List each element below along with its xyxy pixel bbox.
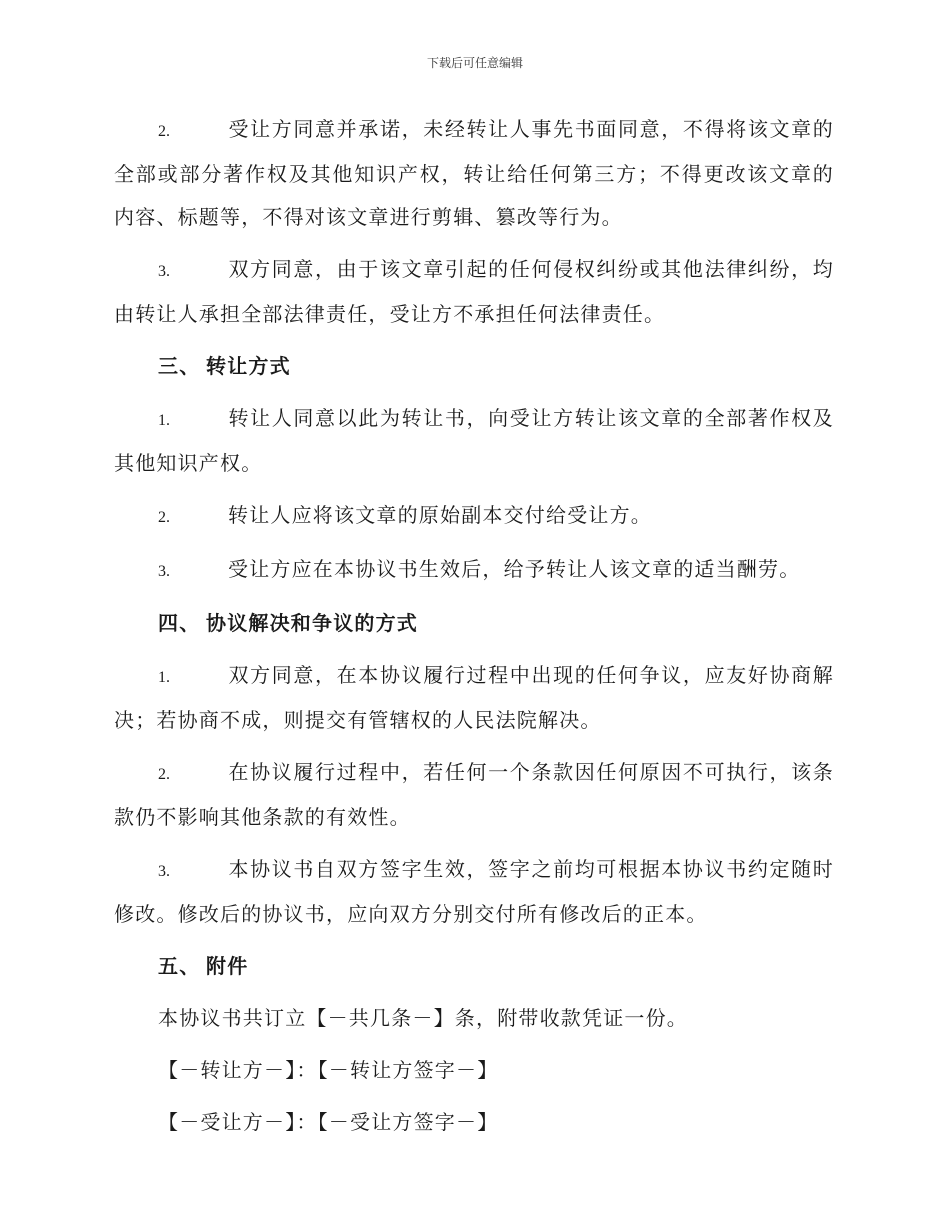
attachment-text: 本协议书共订立【－共几条－】条，附带收款凭证一份。	[158, 1006, 688, 1030]
clause-text: 转让人同意以此为转让书，向受让方转让该文章的全部著作权及其他知识产权。	[114, 406, 834, 475]
section-4-heading	[158, 602, 834, 645]
section-title: 附件	[206, 954, 249, 978]
clause-4-2	[114, 751, 834, 839]
section-number: 五、	[158, 954, 201, 978]
section-title: 转让方式	[206, 354, 291, 378]
clause-number: 2.	[158, 766, 170, 783]
clause-4-1	[114, 654, 834, 742]
clause-number: 3.	[158, 263, 170, 280]
clause-2-2	[114, 108, 834, 239]
clause-text: 转让人应将该文章的原始副本交付给受让方。	[228, 503, 652, 527]
clause-number: 2.	[158, 509, 170, 526]
clause-3-1	[114, 397, 834, 485]
clause-number: 3.	[158, 863, 170, 880]
section-number: 三、	[158, 354, 201, 378]
clause-number: 1.	[158, 412, 170, 429]
clause-text: 受让方同意并承诺，未经转让人事先书面同意，不得将该文章的全部或部分著作权及其他知识产权，转让给任何第三方；不得更改该文章的内容、标题等，不得对该文章进行剪辑、篡改等行为。	[114, 117, 834, 229]
signature-transferor: 【－转让方－】：【－转让方签字－】	[158, 1058, 499, 1082]
clause-text: 在协议履行过程中，若任何一个条款因任何原因不可执行，该条款仍不影响其他条款的有效性。	[114, 760, 834, 829]
clause-text: 双方同意，在本协议履行过程中出现的任何争议，应友好协商解决；若协商不成，则提交有管辖权的人民法院解决。	[114, 663, 834, 732]
section-3-heading	[158, 345, 834, 388]
clause-number: 1.	[158, 669, 170, 686]
document-body	[114, 108, 834, 1153]
signature-transferee: 【－受让方－】：【－受让方签字－】	[158, 1110, 499, 1134]
clause-text: 本协议书自双方签字生效，签字之前均可根据本协议书约定随时修改。修改后的协议书，应向双方分别交付所有修改后的正本。	[114, 857, 834, 926]
section-title: 协议解决和争议的方式	[206, 611, 418, 635]
clause-number: 3.	[158, 563, 170, 580]
section-5-heading	[158, 945, 834, 988]
clause-text: 受让方应在本协议书生效后，给予转让人该文章的适当酬劳。	[228, 557, 801, 581]
clause-4-3	[114, 848, 834, 936]
clause-text: 双方同意，由于该文章引起的任何侵权纠纷或其他法律纠纷，均由转让人承担全部法律责任，受让方不承担任何法律责任。	[114, 257, 834, 326]
clause-number: 2.	[158, 123, 170, 140]
clause-3-2	[114, 494, 834, 539]
page-header: 下载后可任意编辑	[426, 56, 523, 70]
clause-2-3	[114, 248, 834, 336]
section-number: 四、	[158, 611, 201, 635]
clause-3-3	[114, 548, 834, 593]
